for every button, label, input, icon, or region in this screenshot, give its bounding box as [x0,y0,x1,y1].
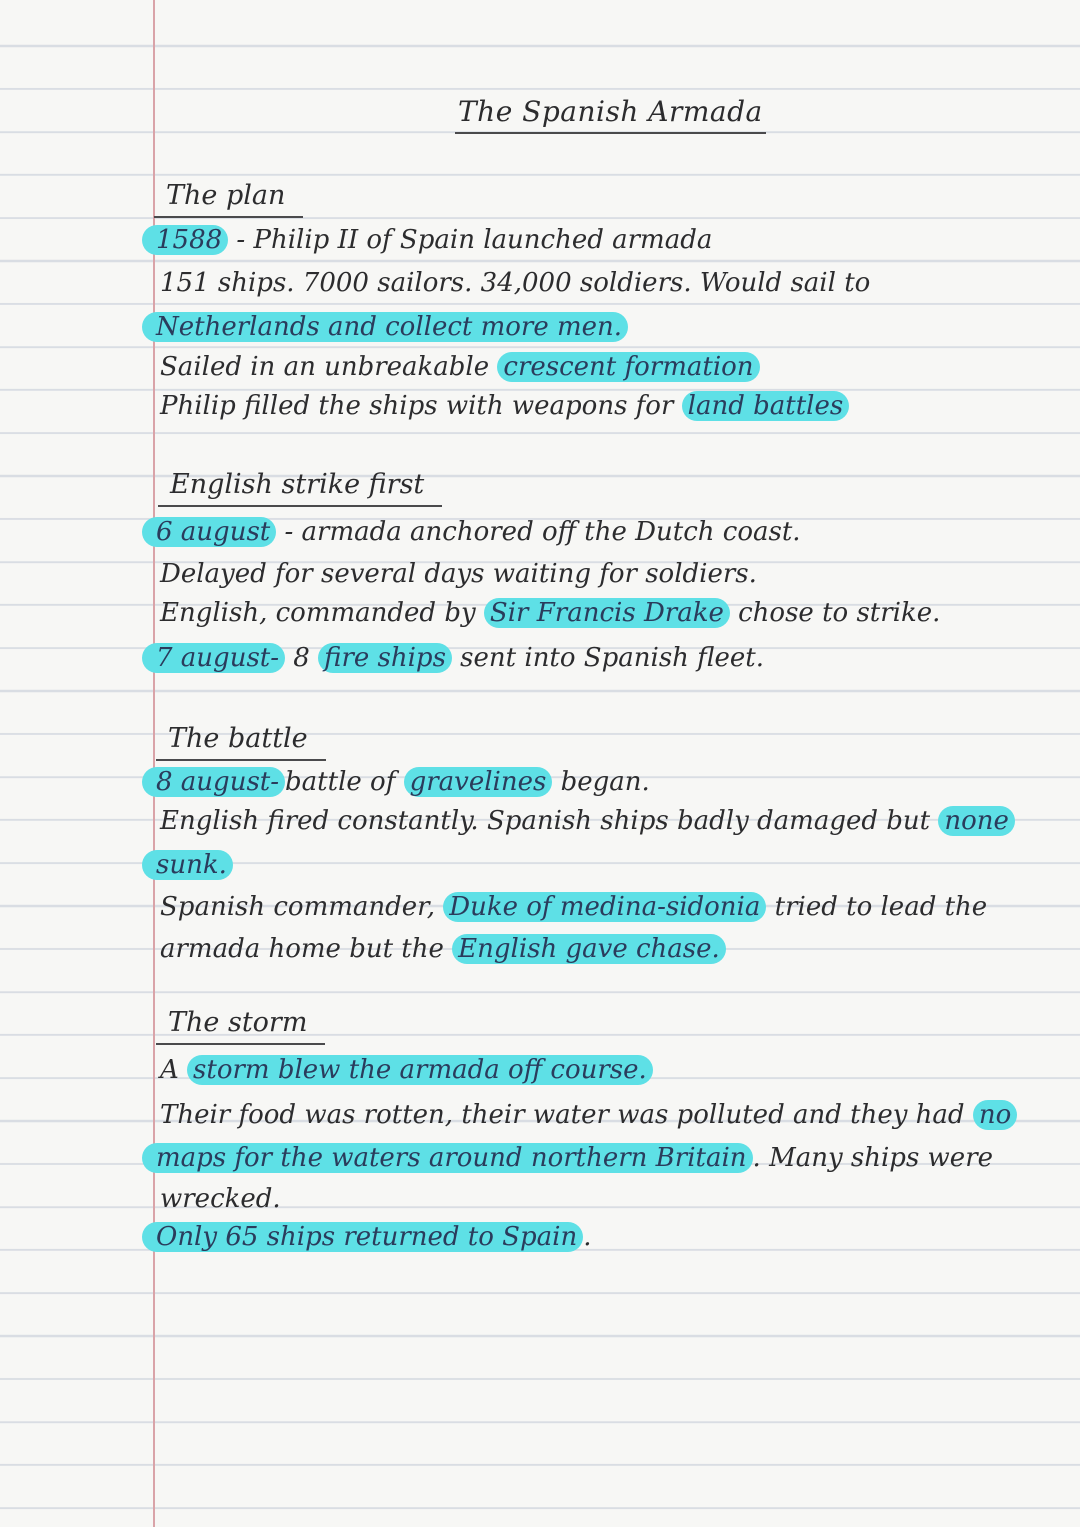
highlight-crescent-formation: crescent formation [497,352,759,382]
highlight-1588: 1588 [142,225,228,255]
battle-line-1-text-b: began. [552,767,650,797]
plan-line-1-text: - Philip II of Spain launched armada [228,225,713,255]
highlight-netherlands: Netherlands and collect more men. [142,312,628,342]
plan-line-2: 151 ships. 7000 sailors. 34,000 soldiers. Would sail to [160,268,871,298]
battle-line-1 [156,763,650,801]
highlight-storm-blew: storm blew the armada off course. [187,1055,653,1085]
highlight-6-august: 6 august [142,517,276,547]
battle-line-4-text-b: tried to lead the [766,892,988,922]
strike-line-3-text-a: English, commanded by [160,598,484,628]
storm-line-2-text: Their food was rotten, their water was polluted and they had [160,1100,973,1130]
storm-line-1 [160,1051,653,1089]
strike-line-4-text-b: sent into Spanish fleet. [451,643,764,673]
plan-line-1 [156,221,713,259]
storm-line-3-text: . Many ships were [752,1143,994,1173]
plan-line-3 [156,308,628,346]
battle-line-5 [160,930,726,968]
battle-line-2 [160,802,1015,840]
battle-line-4 [160,888,987,926]
heading-the-plan: The plan [154,178,303,218]
strike-line-3-text-b: chose to strike. [729,598,941,628]
highlight-english-gave-chase: English gave chase. [452,934,726,964]
plan-line-4-text: Sailed in an unbreakable [160,352,498,382]
highlight-none: none [938,806,1015,836]
storm-line-4: wrecked. [160,1184,281,1214]
page-title: The Spanish Armada [455,94,766,134]
highlight-gravelines: gravelines [404,767,553,797]
battle-line-4-text-a: Spanish commander, [160,892,444,922]
highlight-7-august: 7 august- [142,643,285,673]
storm-line-3 [156,1139,994,1177]
plan-line-4 [160,348,760,386]
battle-line-1-text-a: battle of [285,767,404,797]
highlight-no: no [973,1100,1017,1130]
battle-line-5-text: armada home but the [160,934,453,964]
heading-english-strike-first: English strike first [158,467,442,507]
strike-line-2: Delayed for several days waiting for soldiers. [160,559,757,589]
plan-line-5-text: Philip filled the ships with weapons for [160,391,682,421]
heading-the-battle: The battle [156,721,326,761]
strike-line-1 [156,513,801,551]
battle-line-2-text: English fired constantly. Spanish ships badly damaged but [160,806,939,836]
highlight-fire-ships: fire ships [318,643,452,673]
storm-line-5 [156,1218,592,1256]
storm-line-2 [160,1096,1017,1134]
highlight-only-65-ships: Only 65 ships returned to Spain [142,1222,583,1252]
storm-line-5-text: . [583,1222,592,1252]
battle-line-3 [156,846,233,884]
highlight-duke-of-medina-sidonia: Duke of medina-sidonia [443,892,766,922]
highlight-maps-for-the-waters: maps for the waters around northern Britain [142,1143,753,1173]
highlight-8-august: 8 august- [142,767,285,797]
strike-line-3 [160,594,940,632]
strike-line-4 [156,639,764,677]
highlight-land-battles: land battles [682,391,850,421]
strike-line-4-text-a: 8 [285,643,319,673]
highlight-sunk: sunk. [142,850,233,880]
highlight-sir-francis-drake: Sir Francis Drake [484,598,730,628]
plan-line-5 [160,387,849,425]
strike-line-1-text: - armada anchored off the Dutch coast. [276,517,801,547]
heading-the-storm: The storm [156,1005,325,1045]
storm-line-1-text: A [160,1055,188,1085]
